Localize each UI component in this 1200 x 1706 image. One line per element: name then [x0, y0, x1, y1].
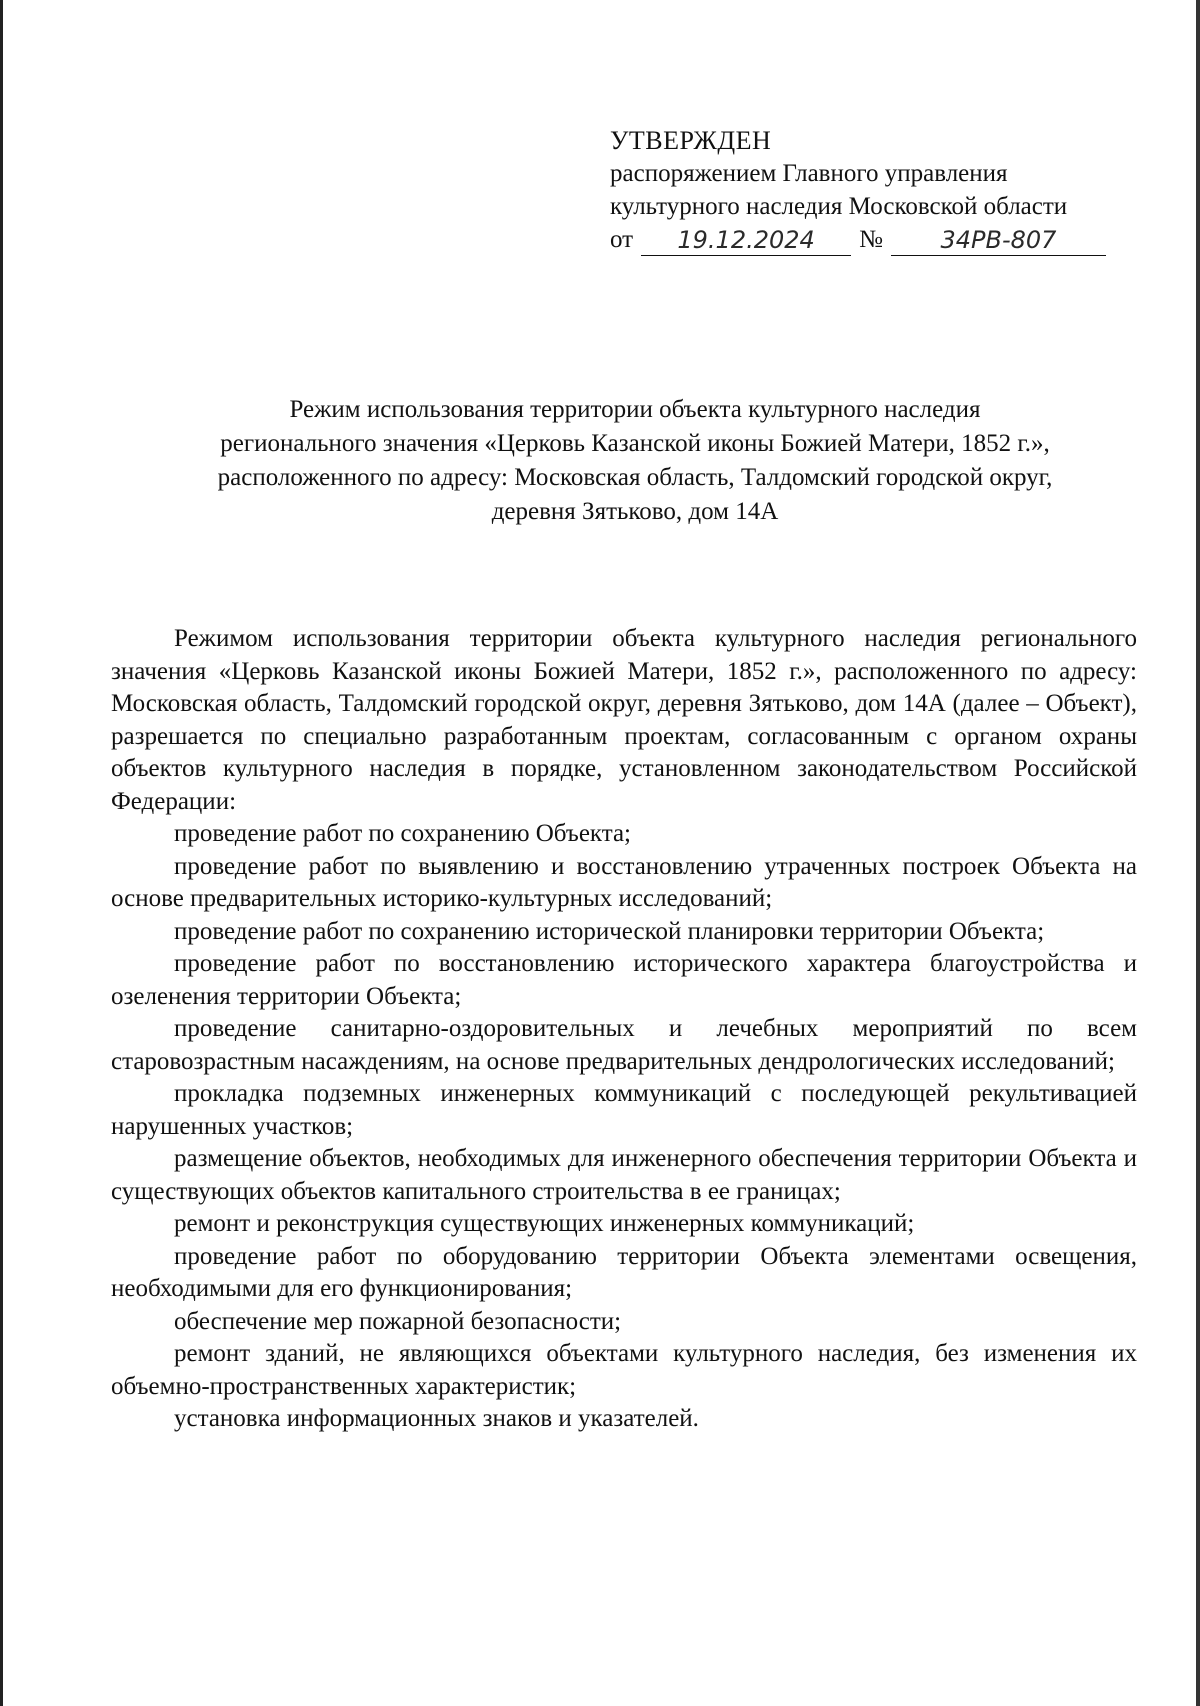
scan-edge-left [0, 0, 3, 1706]
list-item: проведение работ по сохранению Объекта; [174, 820, 632, 847]
list-item: проведение работ по оборудованию территории Объекта элементами освещения, необходимыми для его функционирования; [111, 1242, 1137, 1302]
number-sign: № [859, 226, 883, 253]
approval-date-number-row [610, 223, 1170, 256]
list-item: размещение объектов, необходимых для инженерного обеспечения территории Объекта и существующих объектов капитального строительства в ее границах; [111, 1145, 1137, 1205]
list-item: обеспечение мер пожарной безопасности; [174, 1307, 622, 1335]
list-item: проведение работ по восстановлению исторического характера благоустройства и озеленения территории Объекта; [111, 950, 1137, 1010]
handwritten-date: 19.12.2024 [641, 225, 851, 256]
list-item: ремонт зданий, не являющихся объектами культурного наследия, без изменения их объемно-пространственных характеристик; [111, 1340, 1137, 1400]
approval-stamp-block [610, 124, 1170, 256]
title-line-2: регионального значения «Церковь Казанской иконы Божией Матери, 1852 г.», [220, 430, 1050, 457]
date-prefix: от [610, 226, 634, 253]
list-item: ремонт и реконструкция существующих инженерных коммуникаций; [174, 1210, 915, 1237]
list-item: установка информационных знаков и указателей. [174, 1405, 699, 1432]
title-line-3: расположенного по адресу: Московская область, Талдомский городской округ, [217, 464, 1053, 491]
document-title [120, 393, 1150, 529]
approval-line-1: распоряжением Главного управления [610, 160, 1008, 187]
approval-heading: УТВЕРЖДЕН [610, 126, 772, 155]
list-item: проведение санитарно-оздоровительных и лечебных мероприятий по всем старовозрастным насаждениям, на основе предварительных дендрологических исследований; [111, 1015, 1137, 1075]
document-body [111, 623, 1137, 1436]
approval-line-2: культурного наследия Московской области [610, 193, 1068, 220]
scan-edge-right [1196, 0, 1200, 1706]
handwritten-number: 34РВ-807 [891, 225, 1106, 256]
title-line-4: деревня Зятьково, дом 14А [491, 498, 779, 525]
title-line-1: Режим использования территории объекта культурного наследия [289, 396, 981, 423]
list-item: проведение работ по выявлению и восстановлению утраченных построек Объекта на основе предварительных историко-культурных исследований; [111, 852, 1137, 912]
list-item: прокладка подземных инженерных коммуникаций с последующей рекультивацией нарушенных участков; [111, 1080, 1137, 1140]
list-item: проведение работ по сохранению исторической планировки территории Объекта; [174, 917, 1045, 945]
intro-paragraph: Режимом использования территории объекта культурного наследия регионального значения «Церковь Казанской иконы Божией Матери, 1852 г.», расположенного по адресу: Московская область, Талдомский городской округ, деревня Зятьково, дом 14А (далее – Объект), разрешается по специально разработанным проектам, согласованным с органом охраны объектов культурного наследия в порядке, установленном законодательством Российской Федерации: [111, 625, 1137, 815]
